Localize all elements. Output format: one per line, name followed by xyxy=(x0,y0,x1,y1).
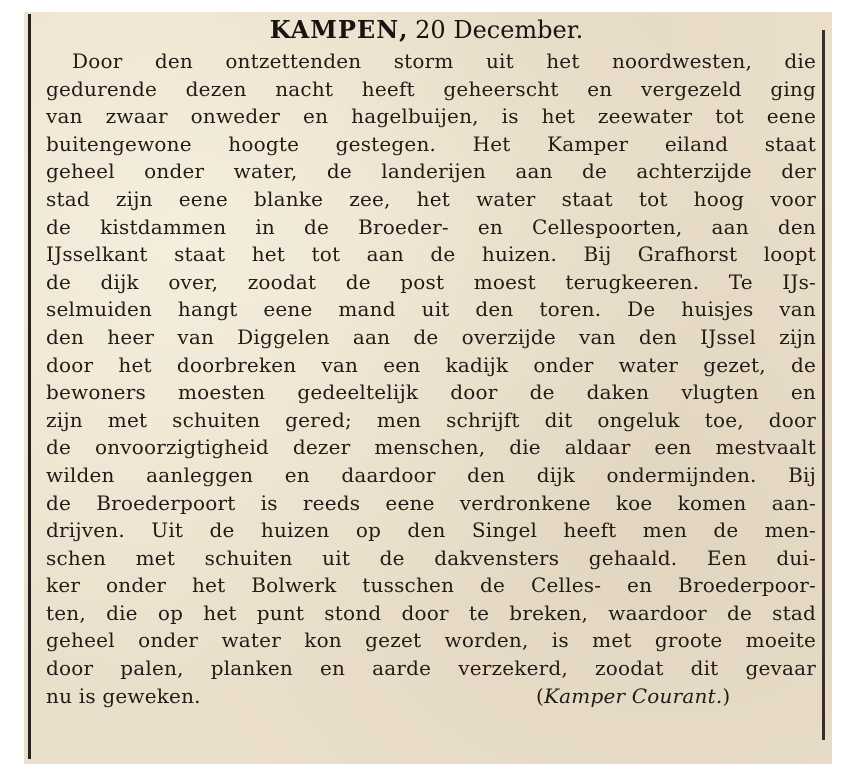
article-line: geheel onder water kon gezet worden, is met groote moeite xyxy=(46,628,816,653)
article-line: zijn met schuiten gered; men schrijft dit ongeluk toe, door xyxy=(46,407,816,432)
article-line: door het doorbreken van een kadijk onder water gezet, de xyxy=(46,352,816,377)
source-open-paren: ( xyxy=(536,683,545,708)
article-line: selmuiden hangt eene mand uit den toren. De huisjes van xyxy=(46,297,816,322)
article-line: bewoners moesten gedeeltelijk door de daken vlugten en xyxy=(46,380,816,405)
article-line: geheel onder water, de landerijen aan de achterzijde der xyxy=(46,159,816,184)
article-line: buitengewone hoogte gestegen. Het Kamper eiland staat xyxy=(46,131,816,156)
article-line: stad zijn eene blanke zee, het water staat tot hoog voor xyxy=(46,186,816,211)
article-line: de Broederpoort is reeds eene verdronkene koe komen aan- xyxy=(46,490,816,515)
article-last-line xyxy=(46,683,816,711)
source-close-paren: ) xyxy=(722,683,731,708)
article-line: de onvoorzigtigheid dezer menschen, die aldaar een mestvaalt xyxy=(46,435,816,460)
article-line: nu is geweken. xyxy=(46,683,201,708)
dateline-date: 20 December. xyxy=(415,16,584,44)
article-line: gedurende dezen nacht heeft geheerscht en vergezeld ging xyxy=(46,76,816,101)
article-line: ten, die op het punt stond door te breken, waardoor de stad xyxy=(46,600,816,625)
article-body xyxy=(46,48,816,710)
article-dateline xyxy=(0,15,853,45)
left-column-rule xyxy=(28,14,31,759)
article-line: IJsselkant staat het tot aan de huizen. Bij Grafhorst loopt xyxy=(46,242,816,267)
source-name: Kamper Courant. xyxy=(544,683,723,708)
article-line: drijven. Uit de huizen op den Singel heeft men de men- xyxy=(46,518,816,543)
article-line: de dijk over, zoodat de post moest terugkeeren. Te IJs- xyxy=(46,269,816,294)
dateline-comma: , xyxy=(399,15,408,44)
article-line: den heer van Diggelen aan de overzijde van den IJssel zijn xyxy=(46,324,816,349)
article-line: wilden aanleggen en daardoor den dijk ondermijnden. Bij xyxy=(46,462,816,487)
article-line: van zwaar onweder en hagelbuijen, is het zeewater tot eene xyxy=(46,104,816,129)
article-line: ker onder het Bolwerk tusschen de Celles- en Broederpoor- xyxy=(46,573,816,598)
article-line: Door den ontzettenden storm uit het noordwesten, die xyxy=(72,49,816,73)
dateline-place: KAMPEN xyxy=(269,15,400,44)
article-source xyxy=(536,683,730,711)
article-line: schen met schuiten uit de dakvensters gehaald. Een dui- xyxy=(46,545,816,570)
right-column-rule xyxy=(822,30,825,740)
article-line: de kistdammen in de Broeder- en Cellespoorten, aan den xyxy=(46,214,816,239)
article-line: door palen, planken en aarde verzekerd, zoodat dit gevaar xyxy=(46,656,816,681)
